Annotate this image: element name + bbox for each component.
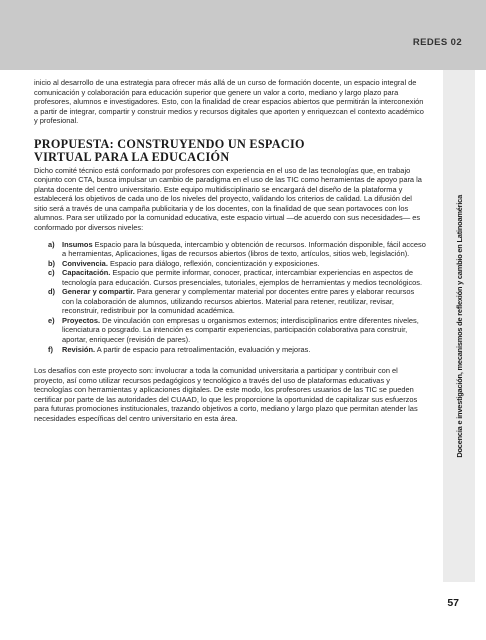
- list-item-label: a): [48, 239, 55, 249]
- list-item: [48, 316, 426, 345]
- list-item: [48, 268, 426, 287]
- list-item-label: d): [48, 287, 56, 297]
- side-tab-text-wrap: [444, 70, 474, 582]
- list-item-label: b): [48, 258, 56, 268]
- list-item-term: Insumos: [62, 239, 93, 249]
- side-tab-text: Docencia e investigación, mecanismos de reflexión y cambio en Latinoamérica: [454, 194, 464, 458]
- closing-paragraph: Los desafíos con este proyecto son: involucrar a toda la comunidad universitaria a participar y contribuir con el proyecto, así como utilizar recursos pedagógicos y tecnológico a través del uso de plataformas educativas y tecnologías con herramientas y aplicaciones digitales. De este modo, los profesores usuarios de las TIC se pueden certificar por parte de las autoridades del CUAAD, lo que les proporcione la oportunidad de capitalizar sus esfuerzos para futuras promociones institucionales, trazando objetivos a corto, mediano y largo plazo que permitan atender las necesidades específicas del centro universitario en esta área.: [34, 366, 418, 423]
- section-title-line-2: VIRTUAL PARA LA EDUCACIÓN: [34, 150, 230, 165]
- list-item-text: A partir de espacio para retroalimentación, evaluación y mejoras.: [96, 344, 311, 354]
- levels-list: [34, 240, 426, 355]
- list-item: [48, 287, 426, 316]
- intro-paragraph: inicio al desarrollo de una estrategia para ofrecer más allá de un curso de formación docente, un espacio integral de comunicación y colaboración para educación superior que genere un valor a corto, mediano y largo plazo para profesores, alumnos e investigadores. Esto, con la finalidad de crear espacios abiertos que permitirán la interconexión a partir de integrar, compartir y construir medios y recursos digitales que aporten y enriquezcan el contexto académico y profesional.: [34, 78, 424, 126]
- list-item-label: e): [48, 315, 55, 325]
- page-content: [34, 78, 426, 423]
- list-item-text: Espacio para la búsqueda, intercambio y obtención de recursos. Información disponible, fácil acceso a herramientas, Aplicaciones, ligas de recursos abiertos (libros de texto, artículos, sitios web, legislación).: [62, 239, 426, 259]
- section-title: [34, 138, 426, 165]
- list-item-text: Espacio para diálogo, reflexión, concientización y exposiciones.: [109, 258, 320, 268]
- header-band: [0, 0, 486, 70]
- running-header: REDES 02: [412, 37, 462, 48]
- page-number: 57: [447, 597, 459, 609]
- list-item-text: De vinculación con empresas u organismos externos; interdisciplinarios entre diferentes niveles, licenciatura o posgrado. La intención es compartir experiencias, participación colaborativa para construir, aportar, enriquecer (revisión de pares).: [62, 315, 419, 345]
- list-item: [48, 259, 426, 269]
- list-item-term: Revisión.: [62, 344, 96, 354]
- list-item-term: Generar y compartir.: [62, 287, 135, 297]
- list-item: [48, 240, 426, 259]
- list-item: [48, 345, 426, 355]
- list-item-label: f): [48, 344, 53, 354]
- list-item-text: Para generar y complementar material por docentes entre pares y elaborar recursos con la colaboración de alumnos, utilizando recursos abiertos. Material para retener, reutilizar, revisar, reconstruir, redistribuir por la comunidad académica.: [62, 287, 415, 316]
- list-item-text: Espacio que permite informar, conocer, practicar, intercambiar experiencias en aspectos de tecnología para educación. Cursos presenciales, tutoriales, ejemplos de herramientas y medios tecnológicos.: [62, 268, 423, 287]
- list-item-term: Proyectos.: [62, 315, 101, 325]
- list-item-term: Capacitación.: [62, 268, 111, 278]
- list-item-term: Convivencia.: [62, 258, 108, 268]
- section-body-paragraph: Dicho comité técnico está conformado por profesores con experiencia en el uso de las tecnologías que, en trabajo conjunto con CTA, busca impulsar un cambio de paradigma en el uso de las TIC como herramientas de apoyo para la planta docente del centro universitario. Este equipo multidisciplinario se encargará del diseño de la plataforma y establecerá los objetivos de cada uno de los niveles del proyecto, validando los criterios de calidad. La difusión del sitio será a través de una campaña publicitaria y de los docentes, con la finalidad de que sean portavoces con los alumnos. Para ser utilizado por la comunidad educativa, este espacio virtual —de acuerdo con sus necesidades— es conformado por diversos niveles:: [34, 165, 422, 233]
- list-item-label: c): [48, 268, 55, 278]
- section-title-line-1: PROPUESTA: CONSTRUYENDO UN ESPACIO: [34, 136, 305, 151]
